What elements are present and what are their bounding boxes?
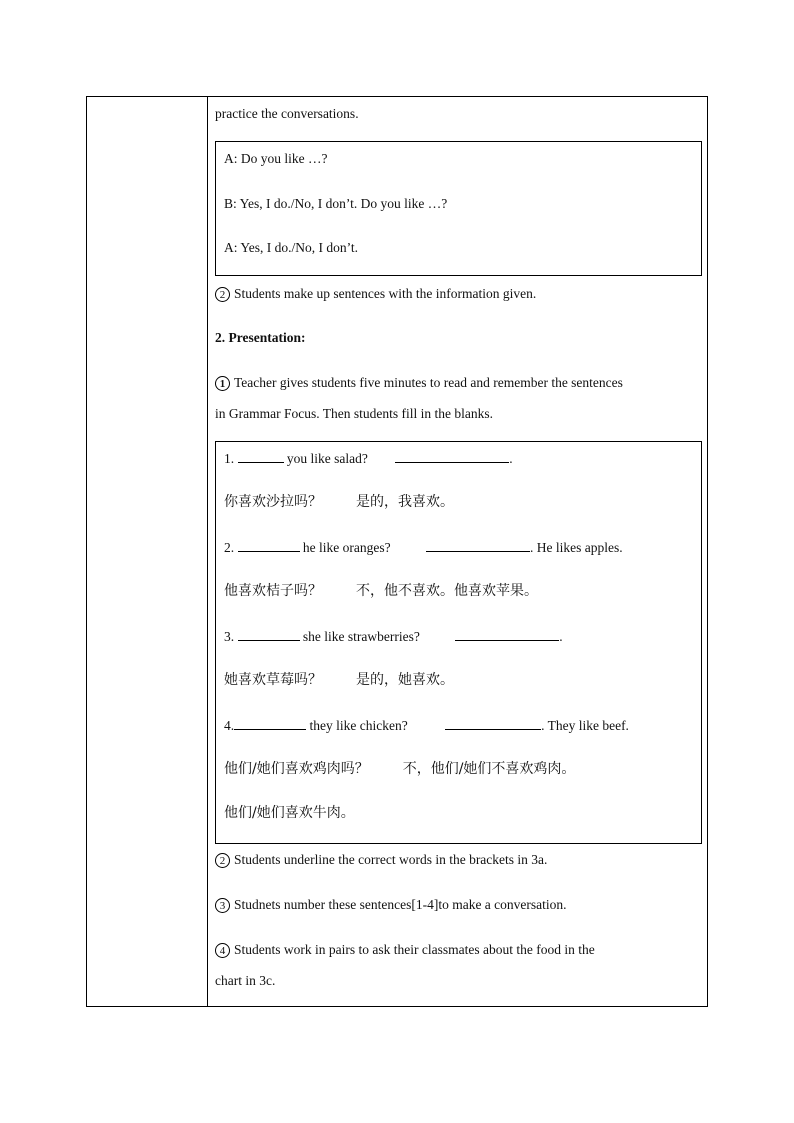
pres-step-2-item: 2 Students underline the correct words in the brackets in 3a. <box>215 851 547 869</box>
circled-number-2: 2 <box>215 853 230 868</box>
dialogue-line-b: B: Yes, I do./No, I don’t. Do you like …? <box>224 196 448 211</box>
blanks-box <box>215 441 702 844</box>
answer-blank <box>238 628 300 641</box>
blank-question-4: 4. they like chicken? . They like beef. <box>224 718 629 733</box>
pres-step-3-item: 3 Studnets number these sentences[1-4]to make a conversation. <box>215 896 567 914</box>
answer-blank <box>426 539 530 552</box>
chinese-line-4: 他们/她们喜欢鸡肉吗？ 不，他们/她们不喜欢鸡肉。 <box>224 761 576 777</box>
step-2-item <box>215 285 536 303</box>
chinese-line-5: 他们/她们喜欢牛肉。 <box>224 805 355 821</box>
answer-blank <box>395 450 509 463</box>
intro-text: practice the conversations. <box>215 106 359 121</box>
chinese-line-2: 他喜欢桔子吗？ 不，他不喜欢。他喜欢苹果。 <box>224 583 538 599</box>
pres-step-1-line1 <box>215 374 623 392</box>
answer-blank <box>445 717 541 730</box>
section-title: 2. Presentation: <box>215 330 306 345</box>
dialogue-box <box>215 141 702 276</box>
answer-blank <box>455 628 559 641</box>
step-2-text: Students make up sentences with the information given. <box>234 286 537 301</box>
column-divider <box>207 97 208 1006</box>
dialogue-line-a1: A: Do you like …? <box>224 151 328 166</box>
answer-blank <box>238 539 300 552</box>
lesson-table <box>86 96 708 1007</box>
pres-step-4-line1: 4 Students work in pairs to ask their classmates about the food in the <box>215 941 595 959</box>
answer-blank <box>234 717 306 730</box>
circled-number-3: 3 <box>215 898 230 913</box>
circled-number-2: 2 <box>215 287 230 302</box>
pres-step-4-line2: chart in 3c. <box>215 973 276 988</box>
blank-question-1: 1. you like salad? . <box>224 451 513 466</box>
circled-number-1: 1 <box>215 376 230 391</box>
answer-blank <box>238 450 284 463</box>
circled-number-4: 4 <box>215 943 230 958</box>
dialogue-line-a2: A: Yes, I do./No, I don’t. <box>224 240 359 255</box>
pres-step-1-line2: in Grammar Focus. Then students fill in the blanks. <box>215 406 493 421</box>
blank-question-3: 3. she like strawberries? . <box>224 629 563 644</box>
pres-step-1-text: Teacher gives students five minutes to read and remember the sentences <box>234 375 623 390</box>
chinese-line-3: 她喜欢草莓吗？ 是的，她喜欢。 <box>224 672 454 688</box>
chinese-line-1: 你喜欢沙拉吗？ 是的，我喜欢。 <box>224 494 454 510</box>
blank-question-2: 2. he like oranges? . He likes apples. <box>224 540 623 555</box>
